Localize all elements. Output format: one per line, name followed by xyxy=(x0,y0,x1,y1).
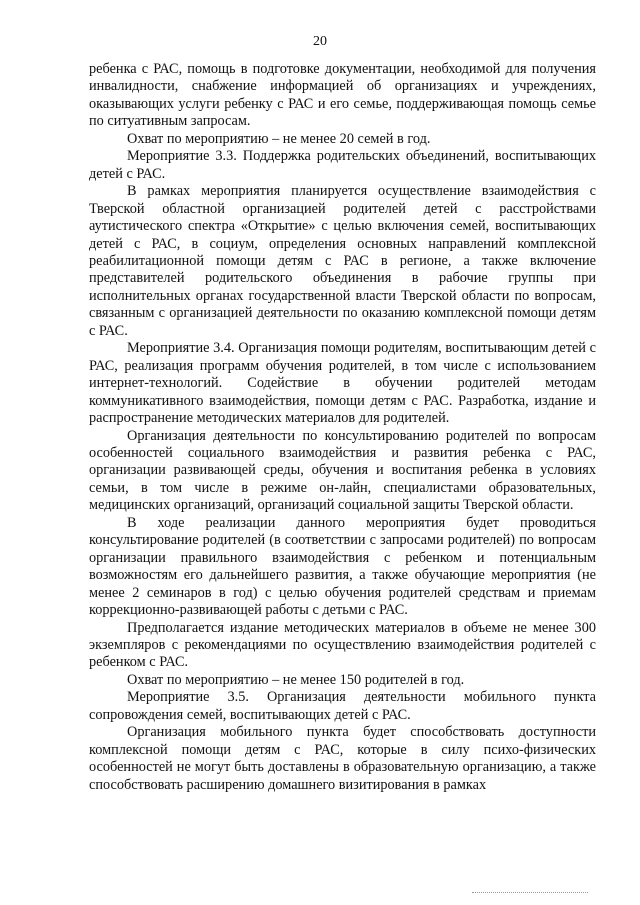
paragraph-measure-3-3-description: В рамках мероприятия планируется осуществление взаимодействия с Тверской областной организацией родителей детей с расстройствами аутистического спектра «Открытие» с целью включения семей, воспитывающих детей с РАС, в социум, определения основных направлений комплексной реабилитационной помощи детям с РАС в регионе, а также включение представителей родительского объединения в рабочие группы при исполнительных органах государственной власти Тверской области по вопросам, связанным с организацией деятельности по оказанию комплексной помощи детям с РАС. xyxy=(89,183,596,339)
paragraph-coverage-families: Охват по мероприятию – не менее 20 семей в год. xyxy=(127,130,431,147)
paragraph-measure-3-5-heading: Мероприятие 3.5. Организация деятельности мобильного пункта сопровождения семей, воспитывающих детей с РАС. xyxy=(89,689,596,723)
paragraph-measure-3-3-heading: Мероприятие 3.3. Поддержка родительских объединений, воспитывающих детей с РАС. xyxy=(89,148,596,182)
paragraph-coverage-parents: Охват по мероприятию – не менее 150 родителей в год. xyxy=(127,671,465,688)
page-number: 20 xyxy=(313,34,327,49)
paragraph-consulting-organization: Организация деятельности по консультированию родителей по вопросам особенностей социального взаимодействия и развития ребенка с РАС, организации развивающей среды, обучения и воспитания ребенка в условиях семьи, в том числе в режиме он-лайн, специалистами образовательных, медицинских организаций, организаций социальной защиты Тверской области. xyxy=(89,427,596,514)
paragraph-measure-3-4-heading: Мероприятие 3.4. Организация помощи родителям, воспитывающим детей с РАС, реализация программ обучения родителей, в том числе с использованием интернет-технологий. Содействие в обучении родителей методам коммуникативного взаимодействия, помощи детям с РАС. Разработка, издание и распространение методических материалов для родителей. xyxy=(89,340,596,427)
paragraph-mobile-point-description: Организация мобильного пункта будет способствовать доступности комплексной помощи детям с РАС, которые в силу психо-физических особенностей не могут быть доставлены в образовательную организацию, а также способствовать расширению домашнего визитирования в рамках xyxy=(89,724,596,793)
paragraph-continuation-support: ребенка с РАС, помощь в подготовке документации, необходимой для получения инвалидности, снабжение информацией об организациях и учреждениях, оказывающих услуги ребенку с РАС и его семье, поддерживающая помощь семье по ситуативным запросам. xyxy=(89,61,596,130)
paragraph-methodical-materials: Предполагается издание методических материалов в объеме не менее 300 экземпляров с рекомендациями по осуществлению взаимодействия родителей с ребенком с РАС. xyxy=(89,619,596,671)
document-body xyxy=(89,61,596,793)
scan-edge-mark xyxy=(472,892,588,893)
paragraph-consulting-implementation: В ходе реализации данного мероприятия будет проводиться консультирование родителей (в соответствии с запросами родителей) по вопросам организации правильного взаимодействия с ребенком и потенциальным возможностям его дальнейшего развития, а также обучающие мероприятия (не менее 2 семинаров в год) с целью обучения родителей средствам и приемам коррекционно-развивающей работы с детьми с РАС. xyxy=(89,514,596,619)
